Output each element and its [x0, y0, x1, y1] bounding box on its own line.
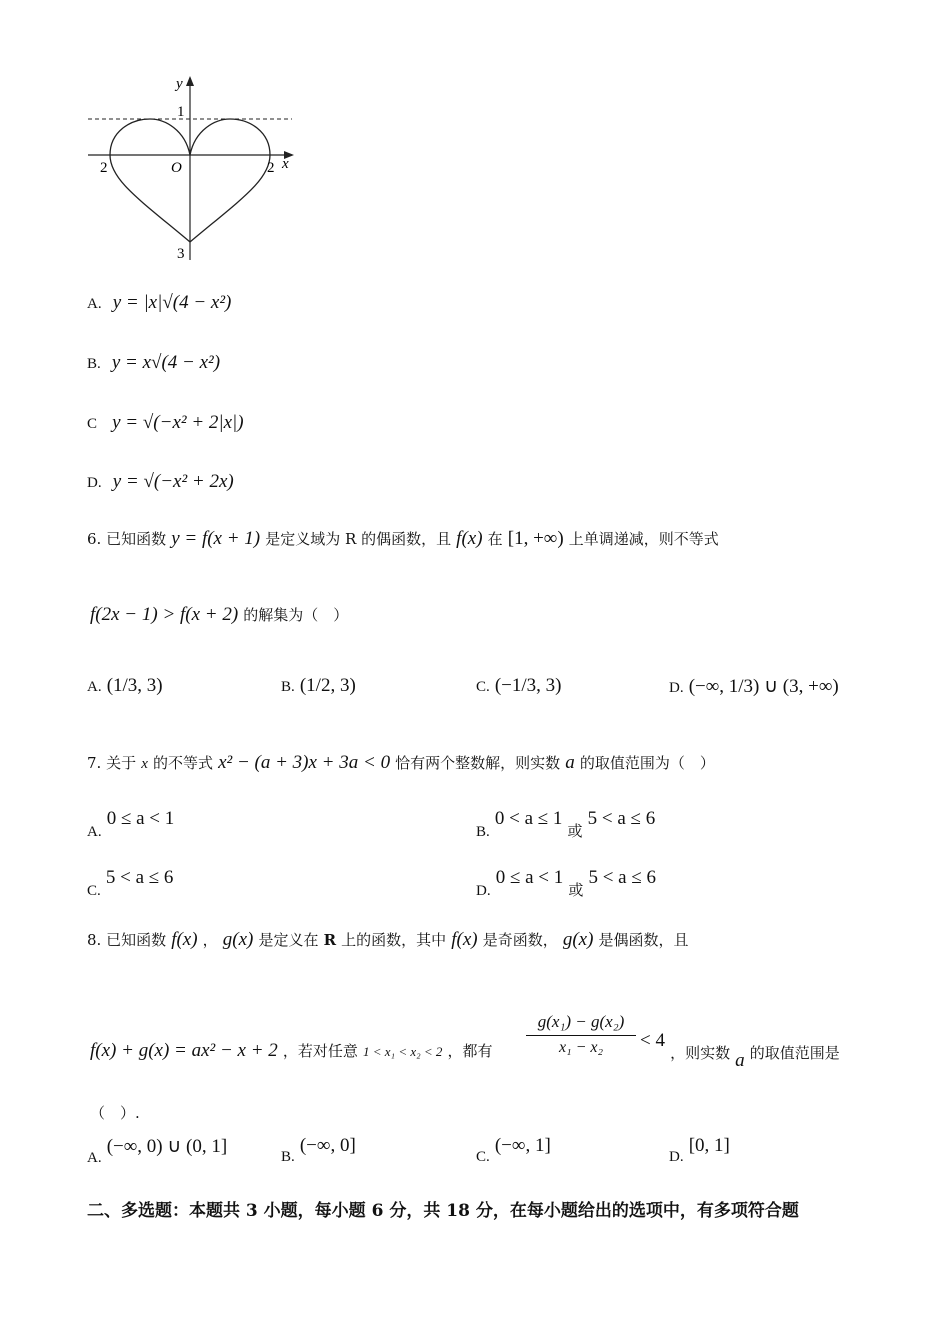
option-letter: C. — [87, 883, 101, 899]
option-formula-1: 0 ≤ a < 1 — [495, 867, 564, 888]
tick-label-x-right: 2 — [267, 160, 275, 176]
q7-var-x: x — [141, 756, 148, 772]
q6-number: 6. 已知函数 — [87, 530, 167, 548]
q6-formula-3: [1, +∞) — [507, 528, 564, 549]
option-formula: y = |x|√(4 − x²) — [112, 292, 232, 313]
q8-equation: f(x) + g(x) = ax² − x + 2 — [90, 1040, 278, 1061]
option-formula: (−∞, 1] — [494, 1135, 551, 1156]
q8-less-than: < 4 — [640, 1030, 665, 1051]
tick-label-x-left: 2 — [100, 160, 108, 176]
origin-label: O — [171, 160, 182, 176]
q7-text-1: 的不等式 — [152, 754, 213, 772]
option-formula: [0, 1] — [688, 1135, 730, 1156]
q7-text-3: 的取值范围为（ ） — [579, 754, 715, 772]
option-letter: D. — [87, 475, 102, 491]
heart-graph-figure — [80, 70, 310, 270]
q5-option-b[interactable] — [87, 352, 220, 374]
option-letter: B. — [476, 824, 490, 840]
q8-text-3: 是奇函数， — [482, 931, 558, 949]
option-letter: A. — [87, 296, 102, 312]
option-formula: (−∞, 0] — [299, 1135, 356, 1156]
option-formula: (−∞, 1/3) ∪ (3, +∞) — [688, 676, 839, 697]
option-formula-2: 5 < a ≤ 6 — [588, 867, 657, 888]
option-formula-2: 5 < a ≤ 6 — [587, 808, 656, 829]
q8-text-8: 的取值范围是 — [749, 1044, 840, 1062]
option-letter: B. — [281, 1149, 295, 1165]
q8-option-b[interactable] — [281, 1135, 356, 1165]
q8-text-1: 是定义在 — [258, 931, 319, 949]
option-or: 或 — [568, 881, 584, 899]
q6-option-b[interactable] — [281, 675, 356, 697]
option-letter: C. — [476, 1149, 490, 1165]
option-formula: y = x√(4 − x²) — [111, 352, 221, 373]
option-formula: 0 ≤ a < 1 — [106, 808, 175, 829]
q6-stem-line2 — [90, 604, 348, 626]
q6-stem-line1 — [87, 528, 719, 550]
q8-stem-line2 — [90, 1040, 493, 1062]
q8-g-b: g(x) — [562, 929, 594, 950]
q6-text-4: 的解集为（ ） — [243, 606, 349, 624]
q6-inequality: f(2x − 1) > f(x + 2) — [90, 604, 239, 625]
q8-option-c[interactable] — [476, 1135, 551, 1165]
q8-fraction-numerator: g(x₁) − g(x₂) — [537, 1012, 625, 1031]
q8-f: f(x) — [171, 929, 198, 950]
option-formula: (1/3, 3) — [106, 675, 163, 696]
q8-text-7: ，则实数 — [670, 1044, 731, 1062]
option-letter: B. — [281, 679, 295, 695]
q7-option-d[interactable] — [476, 867, 657, 899]
q8-stem-line1 — [87, 929, 689, 951]
q7-number: 7. 关于 — [87, 754, 137, 772]
option-letter: B. — [87, 356, 101, 372]
q5-option-a[interactable] — [87, 292, 231, 314]
q8-stem-line3: （ ）. — [90, 1104, 140, 1122]
option-letter: C — [87, 416, 98, 432]
option-or: 或 — [567, 822, 583, 840]
q8-option-d[interactable] — [669, 1135, 730, 1165]
q6-formula-2: f(x) — [456, 528, 483, 549]
q8-text-2: 上的函数，其中 — [341, 931, 447, 949]
option-formula: 5 < a ≤ 6 — [105, 867, 174, 888]
option-letter: A. — [87, 1150, 102, 1166]
q8-stem-line2-tail — [640, 1030, 840, 1071]
q6-text-1: 是定义域为 R 的偶函数，且 — [265, 530, 452, 548]
option-formula: y = √(−x² + 2x) — [112, 471, 234, 492]
option-letter: D. — [669, 680, 684, 696]
q7-option-c[interactable] — [87, 867, 174, 899]
q8-comma: ， — [202, 931, 218, 949]
q8-text-6: ，都有 — [447, 1042, 493, 1060]
q5-option-c[interactable] — [87, 412, 244, 434]
option-formula: (−1/3, 3) — [494, 675, 562, 696]
tick-label-y-top: 1 — [177, 104, 185, 120]
option-formula-1: 0 < a ≤ 1 — [494, 808, 563, 829]
option-letter: D. — [669, 1149, 684, 1165]
q8-fraction — [526, 1012, 636, 1057]
option-formula: (1/2, 3) — [299, 675, 356, 696]
y-axis-label: y — [176, 76, 183, 92]
q7-option-b[interactable] — [476, 808, 656, 840]
q8-text-5: ，若对任意 — [282, 1042, 358, 1060]
y-axis-arrow — [186, 76, 194, 86]
q6-option-c[interactable] — [476, 675, 562, 697]
q7-stem — [87, 752, 715, 774]
section-2-heading: 二、多选题：本题共 3 小题，每小题 6 分，共 18 分，在每小题给出的选项中，有多项符合题 — [87, 1201, 799, 1221]
q8-var-a: a — [735, 1050, 745, 1071]
q8-f-b: f(x) — [451, 929, 478, 950]
q8-option-a[interactable] — [87, 1135, 228, 1166]
q8-condition: 1 < x₁ < x₂ < 2 — [363, 1044, 443, 1059]
option-formula: (−∞, 0) ∪ (0, 1] — [106, 1136, 228, 1157]
q8-g: g(x) — [222, 929, 254, 950]
q6-option-a[interactable] — [87, 675, 163, 697]
q6-text-3: 上单调递减，则不等式 — [568, 530, 719, 548]
option-letter: D. — [476, 883, 491, 899]
x-axis-label: x — [282, 156, 289, 172]
option-letter: A. — [87, 824, 102, 840]
q8-number: 8. 已知函数 — [87, 931, 167, 949]
q6-formula-1: y = f(x + 1) — [171, 528, 261, 549]
q6-text-2: 在 — [487, 530, 503, 548]
q7-text-2: 恰有两个整数解，则实数 — [395, 754, 561, 772]
option-letter: C. — [476, 679, 490, 695]
q7-inequality: x² − (a + 3)x + 3a < 0 — [218, 752, 391, 773]
q8-fraction-denominator: x₁ − x₂ — [558, 1039, 604, 1056]
tick-label-y-bottom: 3 — [177, 246, 185, 262]
option-letter: A. — [87, 679, 102, 695]
q8-text-4: 是偶函数，且 — [598, 931, 689, 949]
q7-option-a[interactable] — [87, 808, 175, 840]
option-formula: y = √(−x² + 2|x|) — [112, 412, 244, 433]
q6-option-d[interactable] — [669, 675, 839, 698]
q5-option-d[interactable] — [87, 471, 234, 493]
q7-var-a: a — [565, 752, 575, 773]
q8-fraction-bar — [526, 1035, 636, 1036]
q8-set-r: R — [323, 931, 337, 949]
